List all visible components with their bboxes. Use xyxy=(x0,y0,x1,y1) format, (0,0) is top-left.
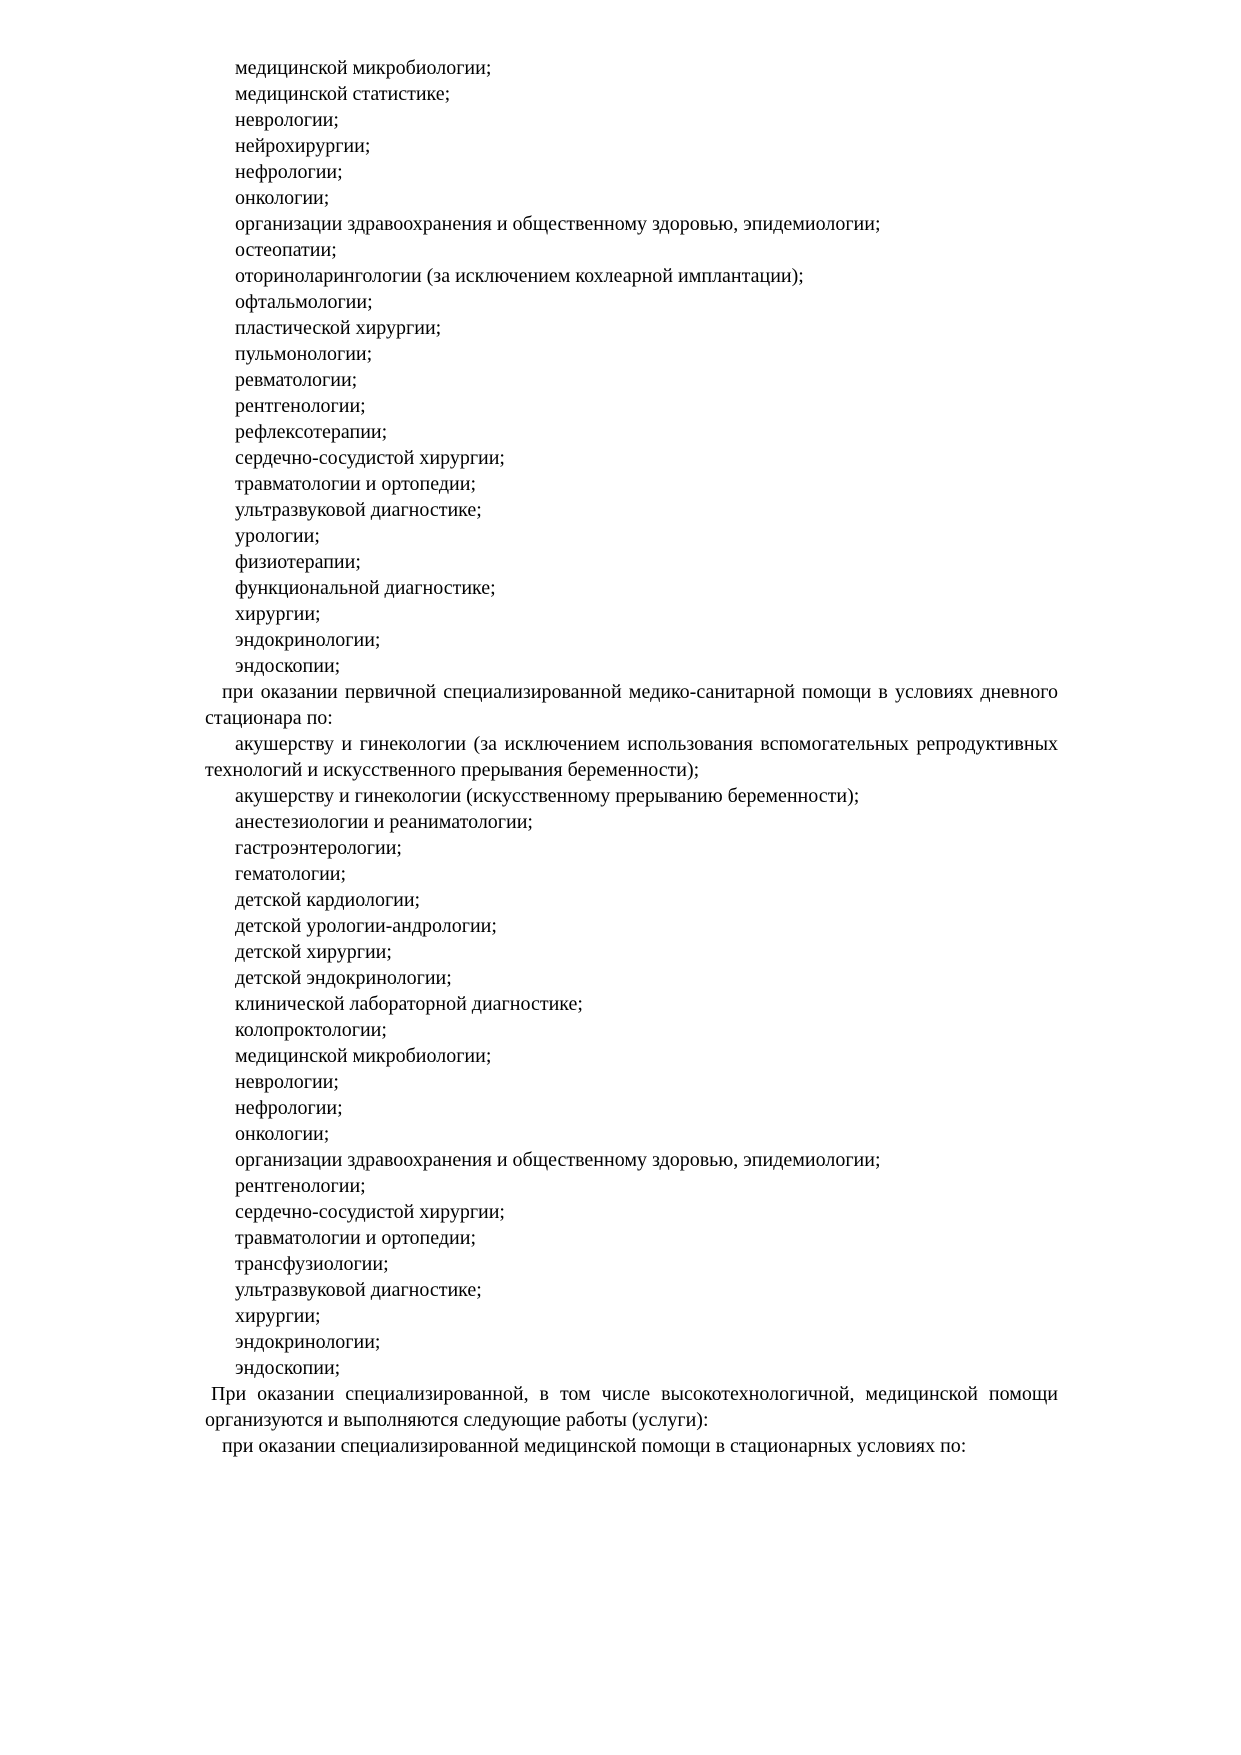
list-line: хирургии; xyxy=(235,1305,321,1327)
list-line: детской эндокринологии; xyxy=(235,967,452,989)
list-line: сердечно-сосудистой хирургии; xyxy=(235,1201,505,1223)
list-line: акушерству и гинекологии (искусственному прерыванию беременности); xyxy=(235,785,860,807)
list-line: рентгенологии; xyxy=(235,395,366,417)
list-line: нефрологии; xyxy=(235,1097,343,1119)
list-line: гематологии; xyxy=(235,863,347,885)
list-line: эндокринологии; xyxy=(235,629,381,651)
list-line: организации здравоохранения и общественному здоровью, эпидемиологии; xyxy=(235,213,881,235)
list-line: травматологии и ортопедии; xyxy=(235,1227,477,1249)
list-line: организации здравоохранения и общественному здоровью, эпидемиологии; xyxy=(235,1149,881,1171)
list-line: медицинской микробиологии; xyxy=(235,57,492,79)
list-line: онкологии; xyxy=(235,187,330,209)
list-line: пластической хирургии; xyxy=(235,317,442,339)
paragraph: При оказании специализированной, в том числе высокотехнологичной, медицинской помощи организуются и выполняются следующие работы (услуги): xyxy=(205,1383,1058,1431)
list-line: неврологии; xyxy=(235,1071,339,1093)
list-line: колопроктологии; xyxy=(235,1019,387,1041)
paragraph: акушерству и гинекологии (за исключением использования вспомогательных репродуктивных технологий и искусственного прерывания беременности); xyxy=(205,733,1058,781)
list-line: онкологии; xyxy=(235,1123,330,1145)
list-line: медицинской микробиологии; xyxy=(235,1045,492,1067)
list-line: рентгенологии; xyxy=(235,1175,366,1197)
list-line: травматологии и ортопедии; xyxy=(235,473,477,495)
list-line: оториноларингологии (за исключением кохлеарной имплантации); xyxy=(235,265,804,287)
list-line: остеопатии; xyxy=(235,239,337,261)
list-line: пульмонологии; xyxy=(235,343,373,365)
list-line: урологии; xyxy=(235,525,320,547)
document-text-body xyxy=(205,55,1058,1459)
list-line: офтальмологии; xyxy=(235,291,373,313)
list-line: медицинской статистике; xyxy=(235,83,451,105)
list-line: сердечно-сосудистой хирургии; xyxy=(235,447,505,469)
list-line: функциональной диагностике; xyxy=(235,577,496,599)
list-line: ревматологии; xyxy=(235,369,358,391)
paragraph: при оказании специализированной медицинской помощи в стационарных условиях по: xyxy=(222,1435,967,1457)
list-line: анестезиологии и реаниматологии; xyxy=(235,811,533,833)
list-line: детской урологии-андрологии; xyxy=(235,915,497,937)
list-line: детской кардиологии; xyxy=(235,889,421,911)
list-line: клинической лабораторной диагностике; xyxy=(235,993,583,1015)
list-line: эндоскопии; xyxy=(235,655,341,677)
list-line: эндоскопии; xyxy=(235,1357,341,1379)
list-line: ультразвуковой диагностике; xyxy=(235,499,482,521)
list-line: эндокринологии; xyxy=(235,1331,381,1353)
list-line: неврологии; xyxy=(235,109,339,131)
list-line: нейрохирургии; xyxy=(235,135,371,157)
list-line: детской хирургии; xyxy=(235,941,392,963)
list-line: трансфузиологии; xyxy=(235,1253,389,1275)
list-line: гастроэнтерологии; xyxy=(235,837,402,859)
list-line: рефлексотерапии; xyxy=(235,421,388,443)
paragraph: при оказании первичной специализированной медико-санитарной помощи в условиях дневного стационара по: xyxy=(205,681,1058,729)
list-line: нефрологии; xyxy=(235,161,343,183)
list-line: хирургии; xyxy=(235,603,321,625)
list-line: ультразвуковой диагностике; xyxy=(235,1279,482,1301)
list-line: физиотерапии; xyxy=(235,551,361,573)
